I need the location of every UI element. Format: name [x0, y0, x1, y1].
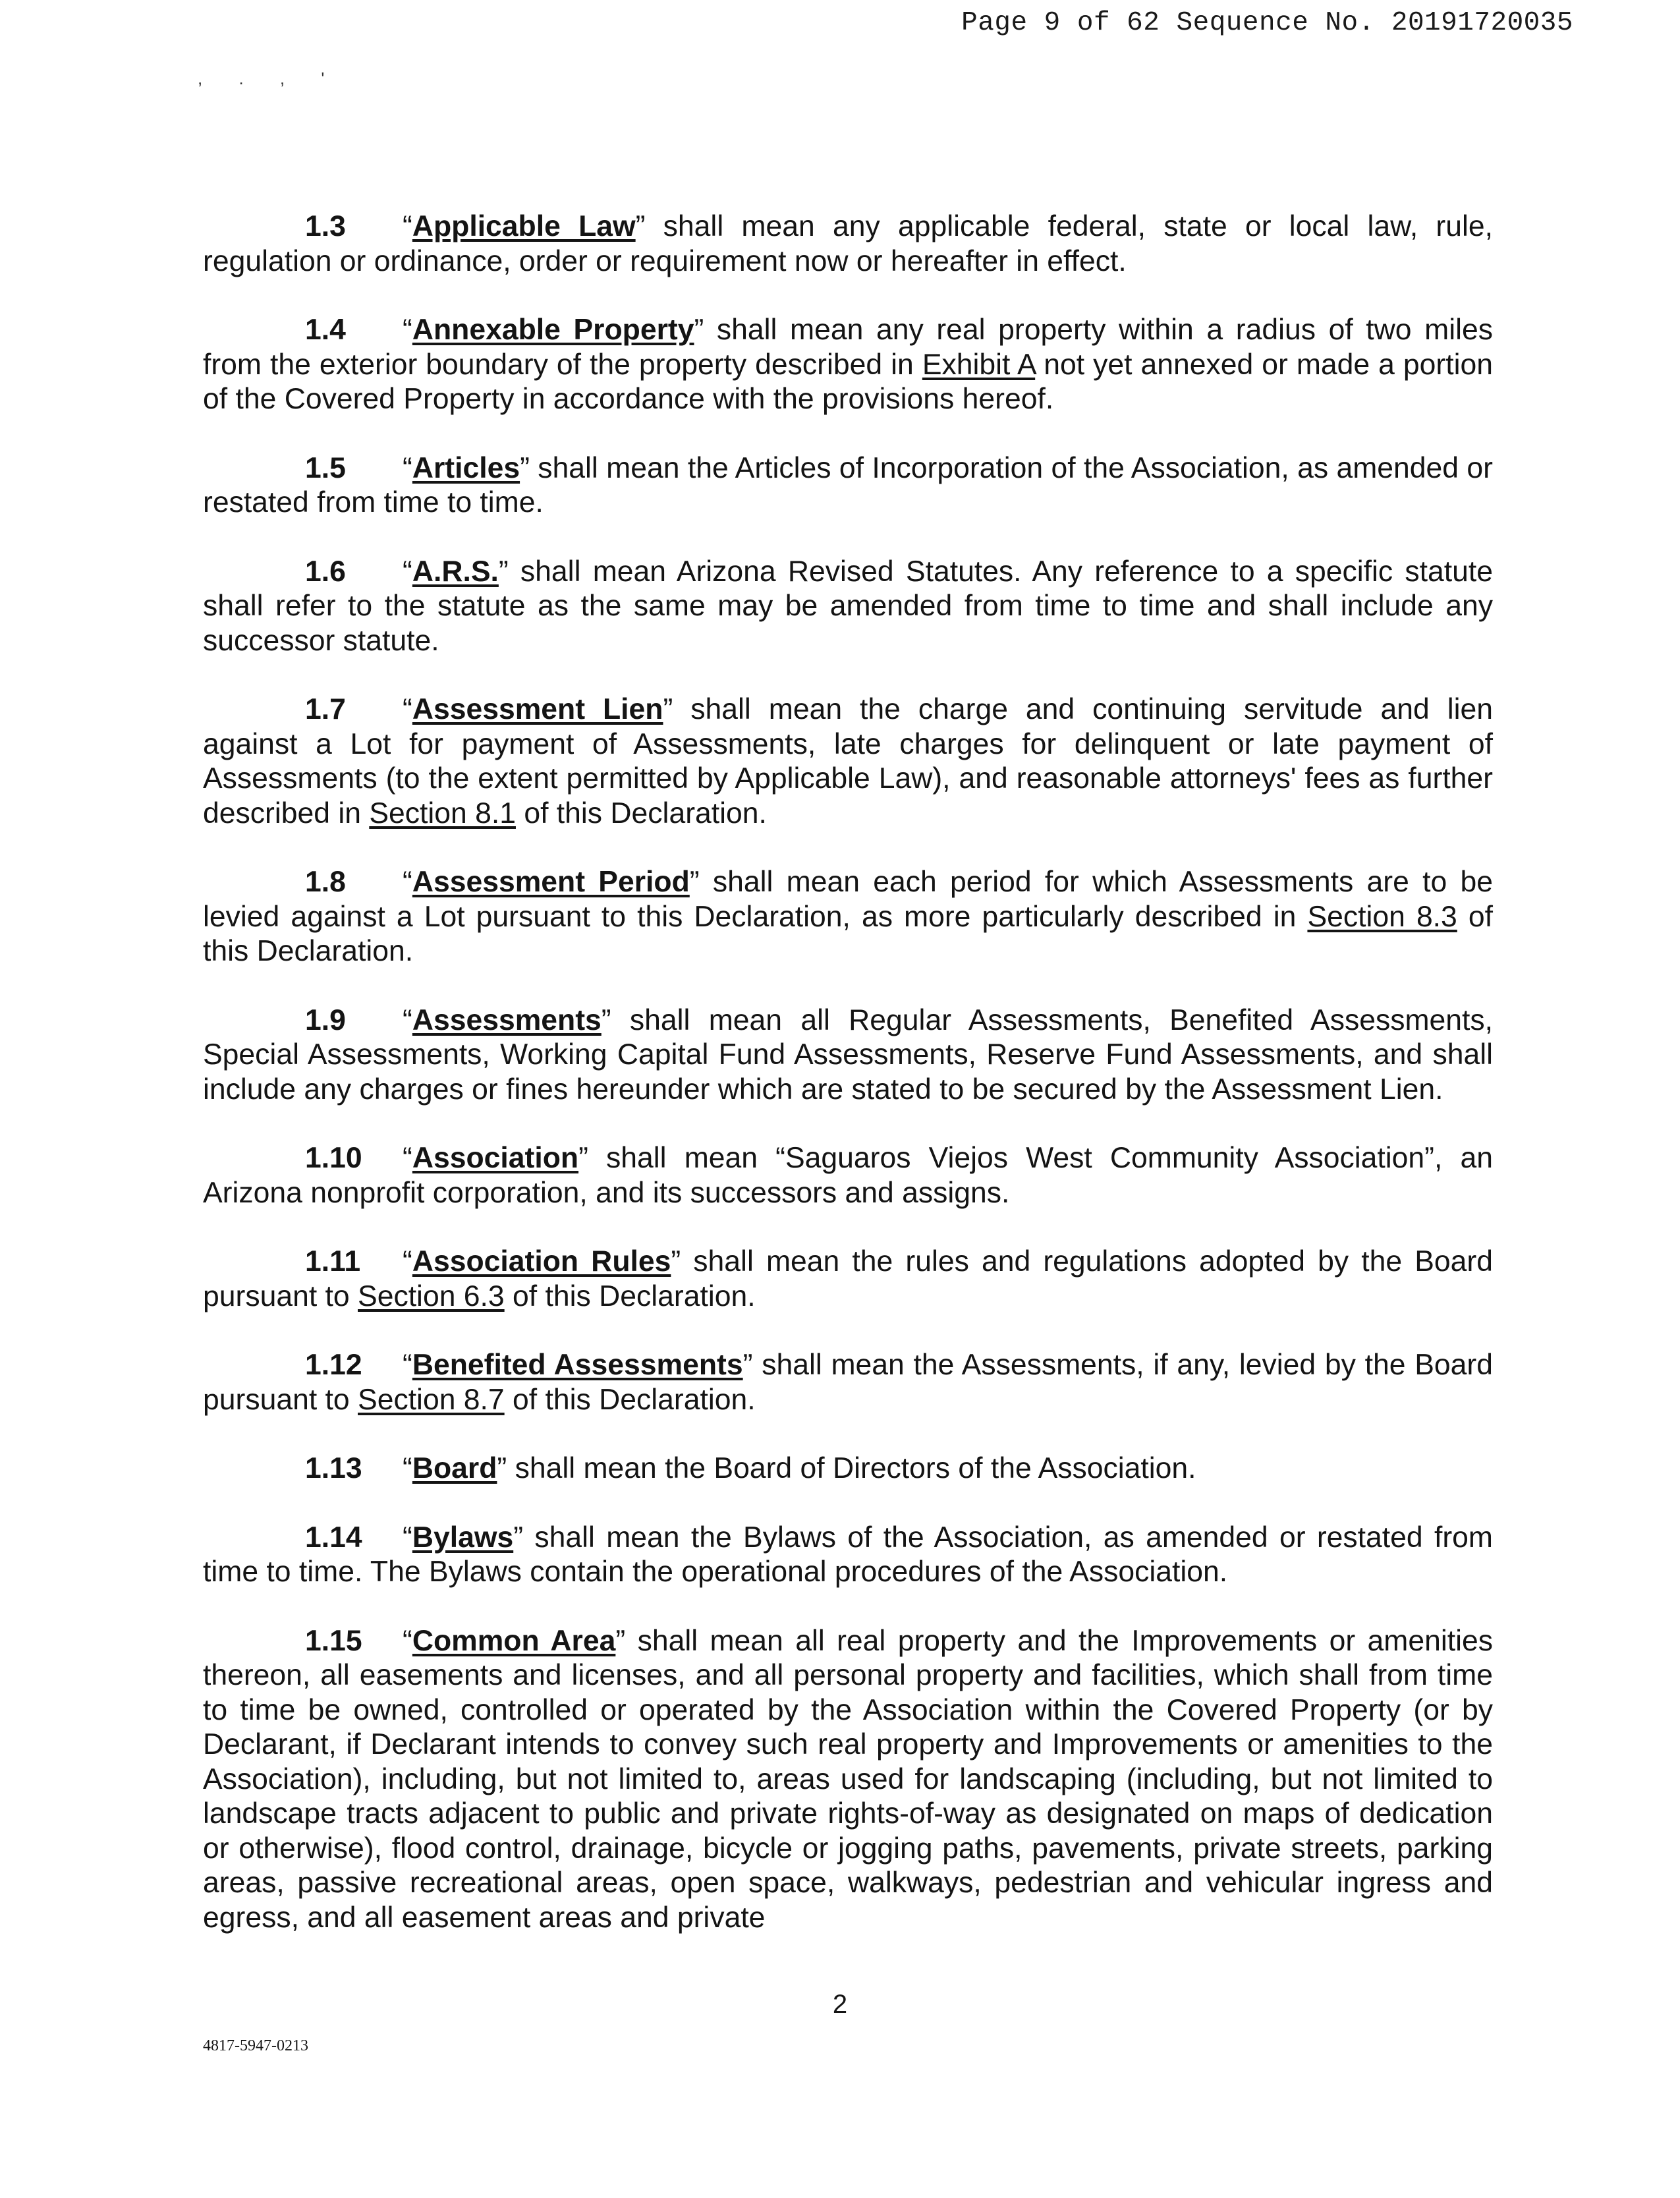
- definition-1-12: 1.12 “Benefited Assessments” shall mean the Assessments, if any, levied by the Board pursuant to Section 8.7 of this Declaration.: [203, 1349, 1493, 1416]
- definition-text-continued: of this Declaration.: [504, 1280, 756, 1312]
- definition-1-13: 1.13 “Board” shall mean the Board of Directors of the Association.: [203, 1451, 1493, 1486]
- section-number: 1.14: [305, 1521, 362, 1554]
- defined-term: Board: [412, 1452, 497, 1484]
- document-id: 4817-5947-0213: [203, 2037, 308, 2054]
- section-number: 1.9: [305, 1003, 346, 1036]
- definition-text: shall mean the Articles of Incorporation of the Association, as amended or restated from time to time.: [203, 451, 1493, 519]
- defined-term: Articles: [412, 451, 520, 484]
- definition-1-8: 1.8 “Assessment Period” shall mean each period for which Assessments are to be levied against a Lot pursuant to this Declaration, as more particularly described in Section 8.3 of this Declaration.: [203, 866, 1493, 967]
- definition-text-continued: of this Declaration.: [515, 797, 767, 830]
- definition-text: shall mean the Board of Directors of the Association.: [507, 1452, 1196, 1484]
- definition-text: shall mean the Bylaws of the Association, as amended or restated from time to time. The Bylaws contain the operational procedures of the Association.: [203, 1521, 1493, 1588]
- definition-text: shall mean any real property within a radius of two miles from the exterior boundary of the property described in: [203, 314, 1493, 381]
- definition-text: shall mean each period for which Assessments are to be levied against a Lot pursuant to this Declaration, as more particularly described in: [203, 866, 1493, 933]
- definition-text-continued: of this Declaration.: [504, 1383, 756, 1416]
- definition-1-10: 1.10 “Association” shall mean “Saguaros Viejos West Community Association”, an Arizona nonprofit corporation, and its successors and assigns.: [203, 1142, 1493, 1209]
- definition-text: shall mean any applicable federal, state or local law, rule, regulation or ordinance, order or requirement now or hereafter in effect.: [203, 210, 1493, 277]
- defined-term: Annexable Property: [412, 314, 694, 346]
- definition-1-7: 1.7 “Assessment Lien” shall mean the charge and continuing servitude and lien against a Lot for payment of Assessments, late charges for delinquent or late payment of Assessments (to the extent permitted by Applicable Law), and reasonable attorneys' fees as further described in Section 8.1 of this Declaration.: [203, 693, 1493, 830]
- section-number: 1.10: [305, 1142, 362, 1174]
- section-number: 1.7: [305, 693, 346, 725]
- defined-term: Assessment Period: [412, 866, 690, 898]
- definition-text-continued: of this Declaration.: [203, 900, 1493, 967]
- definition-1-6: 1.6 “A.R.S.” shall mean Arizona Revised Statutes. Any reference to a specific statute shall refer to the statute as the same may be amended from time to time and shall include any successor statute.: [203, 555, 1493, 657]
- section-number: 1.12: [305, 1349, 362, 1381]
- definition-1-4: 1.4 “Annexable Property” shall mean any real property within a radius of two miles from the exterior boundary of the property described in Exhibit A not yet annexed or made a portion of the Covered Property in accordance with the provisions hereof.: [203, 314, 1493, 415]
- section-number: 1.5: [305, 451, 346, 484]
- page-header: Page 9 of 62 Sequence No. 20191720035: [961, 8, 1573, 38]
- defined-term: Assessment Lien: [412, 693, 663, 725]
- section-number: 1.3: [305, 210, 346, 242]
- defined-term: Association: [412, 1142, 579, 1174]
- defined-term: Applicable Law: [412, 210, 636, 242]
- defined-term: Common Area: [412, 1624, 616, 1657]
- definition-1-14: 1.14 “Bylaws” shall mean the Bylaws of the Association, as amended or restated from time to time. The Bylaws contain the operational procedures of the Association.: [203, 1521, 1493, 1588]
- defined-term: Bylaws: [412, 1521, 514, 1554]
- page-number: 2: [832, 1990, 848, 2019]
- definition-1-11: 1.11 “Association Rules” shall mean the rules and regulations adopted by the Board pursuant to Section 6.3 of this Declaration.: [203, 1245, 1493, 1312]
- section-number: 1.4: [305, 314, 346, 346]
- section-number: 1.8: [305, 866, 346, 898]
- definition-text: shall mean the rules and regulations adopted by the Board pursuant to: [203, 1245, 1493, 1312]
- definition-text: shall mean “Saguaros Viejos West Community Association”, an Arizona nonprofit corporation, and its successors and assigns.: [203, 1142, 1493, 1209]
- definition-text: shall mean all real property and the Improvements or amenities thereon, all easements and licenses, and all personal property and facilities, which shall from time to time be owned, controlled or operated by the Association within the Covered Property (or by Declarant, if Declarant intends to convey such real property and Improvements or amenities to the Association), including, but not limited to, areas used for landscaping (including, but not limited to landscape tracts adjacent to public and private rights-of-way as designated on maps of dedication or otherwise), flood control, drainage, bicycle or jogging paths, pavements, private streets, parking areas, passive recreational areas, open space, walkways, pedestrian and vehicular ingress and egress, and all easement areas and private: [203, 1624, 1493, 1934]
- defined-term: Assessments: [412, 1003, 602, 1036]
- document-body: [203, 210, 1493, 1969]
- definition-text: shall mean the Assessments, if any, levied by the Board pursuant to: [203, 1349, 1493, 1416]
- defined-term: Association Rules: [412, 1245, 671, 1278]
- definition-text: shall mean Arizona Revised Statutes. Any reference to a specific statute shall refer to the statute as the same may be amended from time to time and shall include any successor statute.: [203, 555, 1493, 657]
- defined-term: A.R.S.: [412, 555, 499, 588]
- definition-text: shall mean all Regular Assessments, Benefited Assessments, Special Assessments, Working Capital Fund Assessments, Reserve Fund Assessments, and shall include any charges or fines hereunder which are stated to be secured by the Assessment Lien.: [203, 1003, 1493, 1106]
- scan-marks: , . , ': [198, 69, 341, 88]
- definition-text: shall mean the charge and continuing servitude and lien against a Lot for payment of Assessments, late charges for delinquent or late payment of Assessments (to the extent permitted by Applicable Law), and reasonable attorneys' fees as further described in: [203, 693, 1493, 830]
- definition-1-9: 1.9 “Assessments” shall mean all Regular Assessments, Benefited Assessments, Special Assessments, Working Capital Fund Assessments, Reserve Fund Assessments, and shall include any charges or fines hereunder which are stated to be secured by the Assessment Lien.: [203, 1003, 1493, 1106]
- definition-1-3: 1.3 “Applicable Law” shall mean any applicable federal, state or local law, rule, regulation or ordinance, order or requirement now or hereafter in effect.: [203, 210, 1493, 277]
- cross-reference: Exhibit A: [922, 348, 1036, 381]
- definition-1-15: 1.15 “Common Area” shall mean all real property and the Improvements or amenities thereon, all easements and licenses, and all personal property and facilities, which shall from time to time be owned, controlled or operated by the Association within the Covered Property (or by Declarant, if Declarant intends to convey such real property and Improvements or amenities to the Association), including, but not limited to, areas used for landscaping (including, but not limited to landscape tracts adjacent to public and private rights-of-way as designated on maps of dedication or otherwise), flood control, drainage, bicycle or jogging paths, pavements, private streets, parking areas, passive recreational areas, open space, walkways, pedestrian and vehicular ingress and egress, and all easement areas and private: [203, 1624, 1493, 1934]
- section-number: 1.13: [305, 1452, 362, 1484]
- section-number: 1.15: [305, 1624, 362, 1657]
- defined-term: Benefited Assessments: [412, 1349, 743, 1381]
- section-number: 1.11: [305, 1245, 361, 1278]
- cross-reference: Section 8.1: [369, 797, 516, 830]
- cross-reference: Section 8.3: [1307, 900, 1457, 933]
- definition-text-continued: not yet annexed or made a portion of the Covered Property in accordance with the provisions hereof.: [203, 348, 1493, 415]
- cross-reference: Section 8.7: [358, 1383, 505, 1416]
- definition-1-5: 1.5 “Articles” shall mean the Articles of Incorporation of the Association, as amended or restated from time to time.: [203, 451, 1493, 519]
- cross-reference: Section 6.3: [358, 1280, 505, 1312]
- section-number: 1.6: [305, 555, 346, 588]
